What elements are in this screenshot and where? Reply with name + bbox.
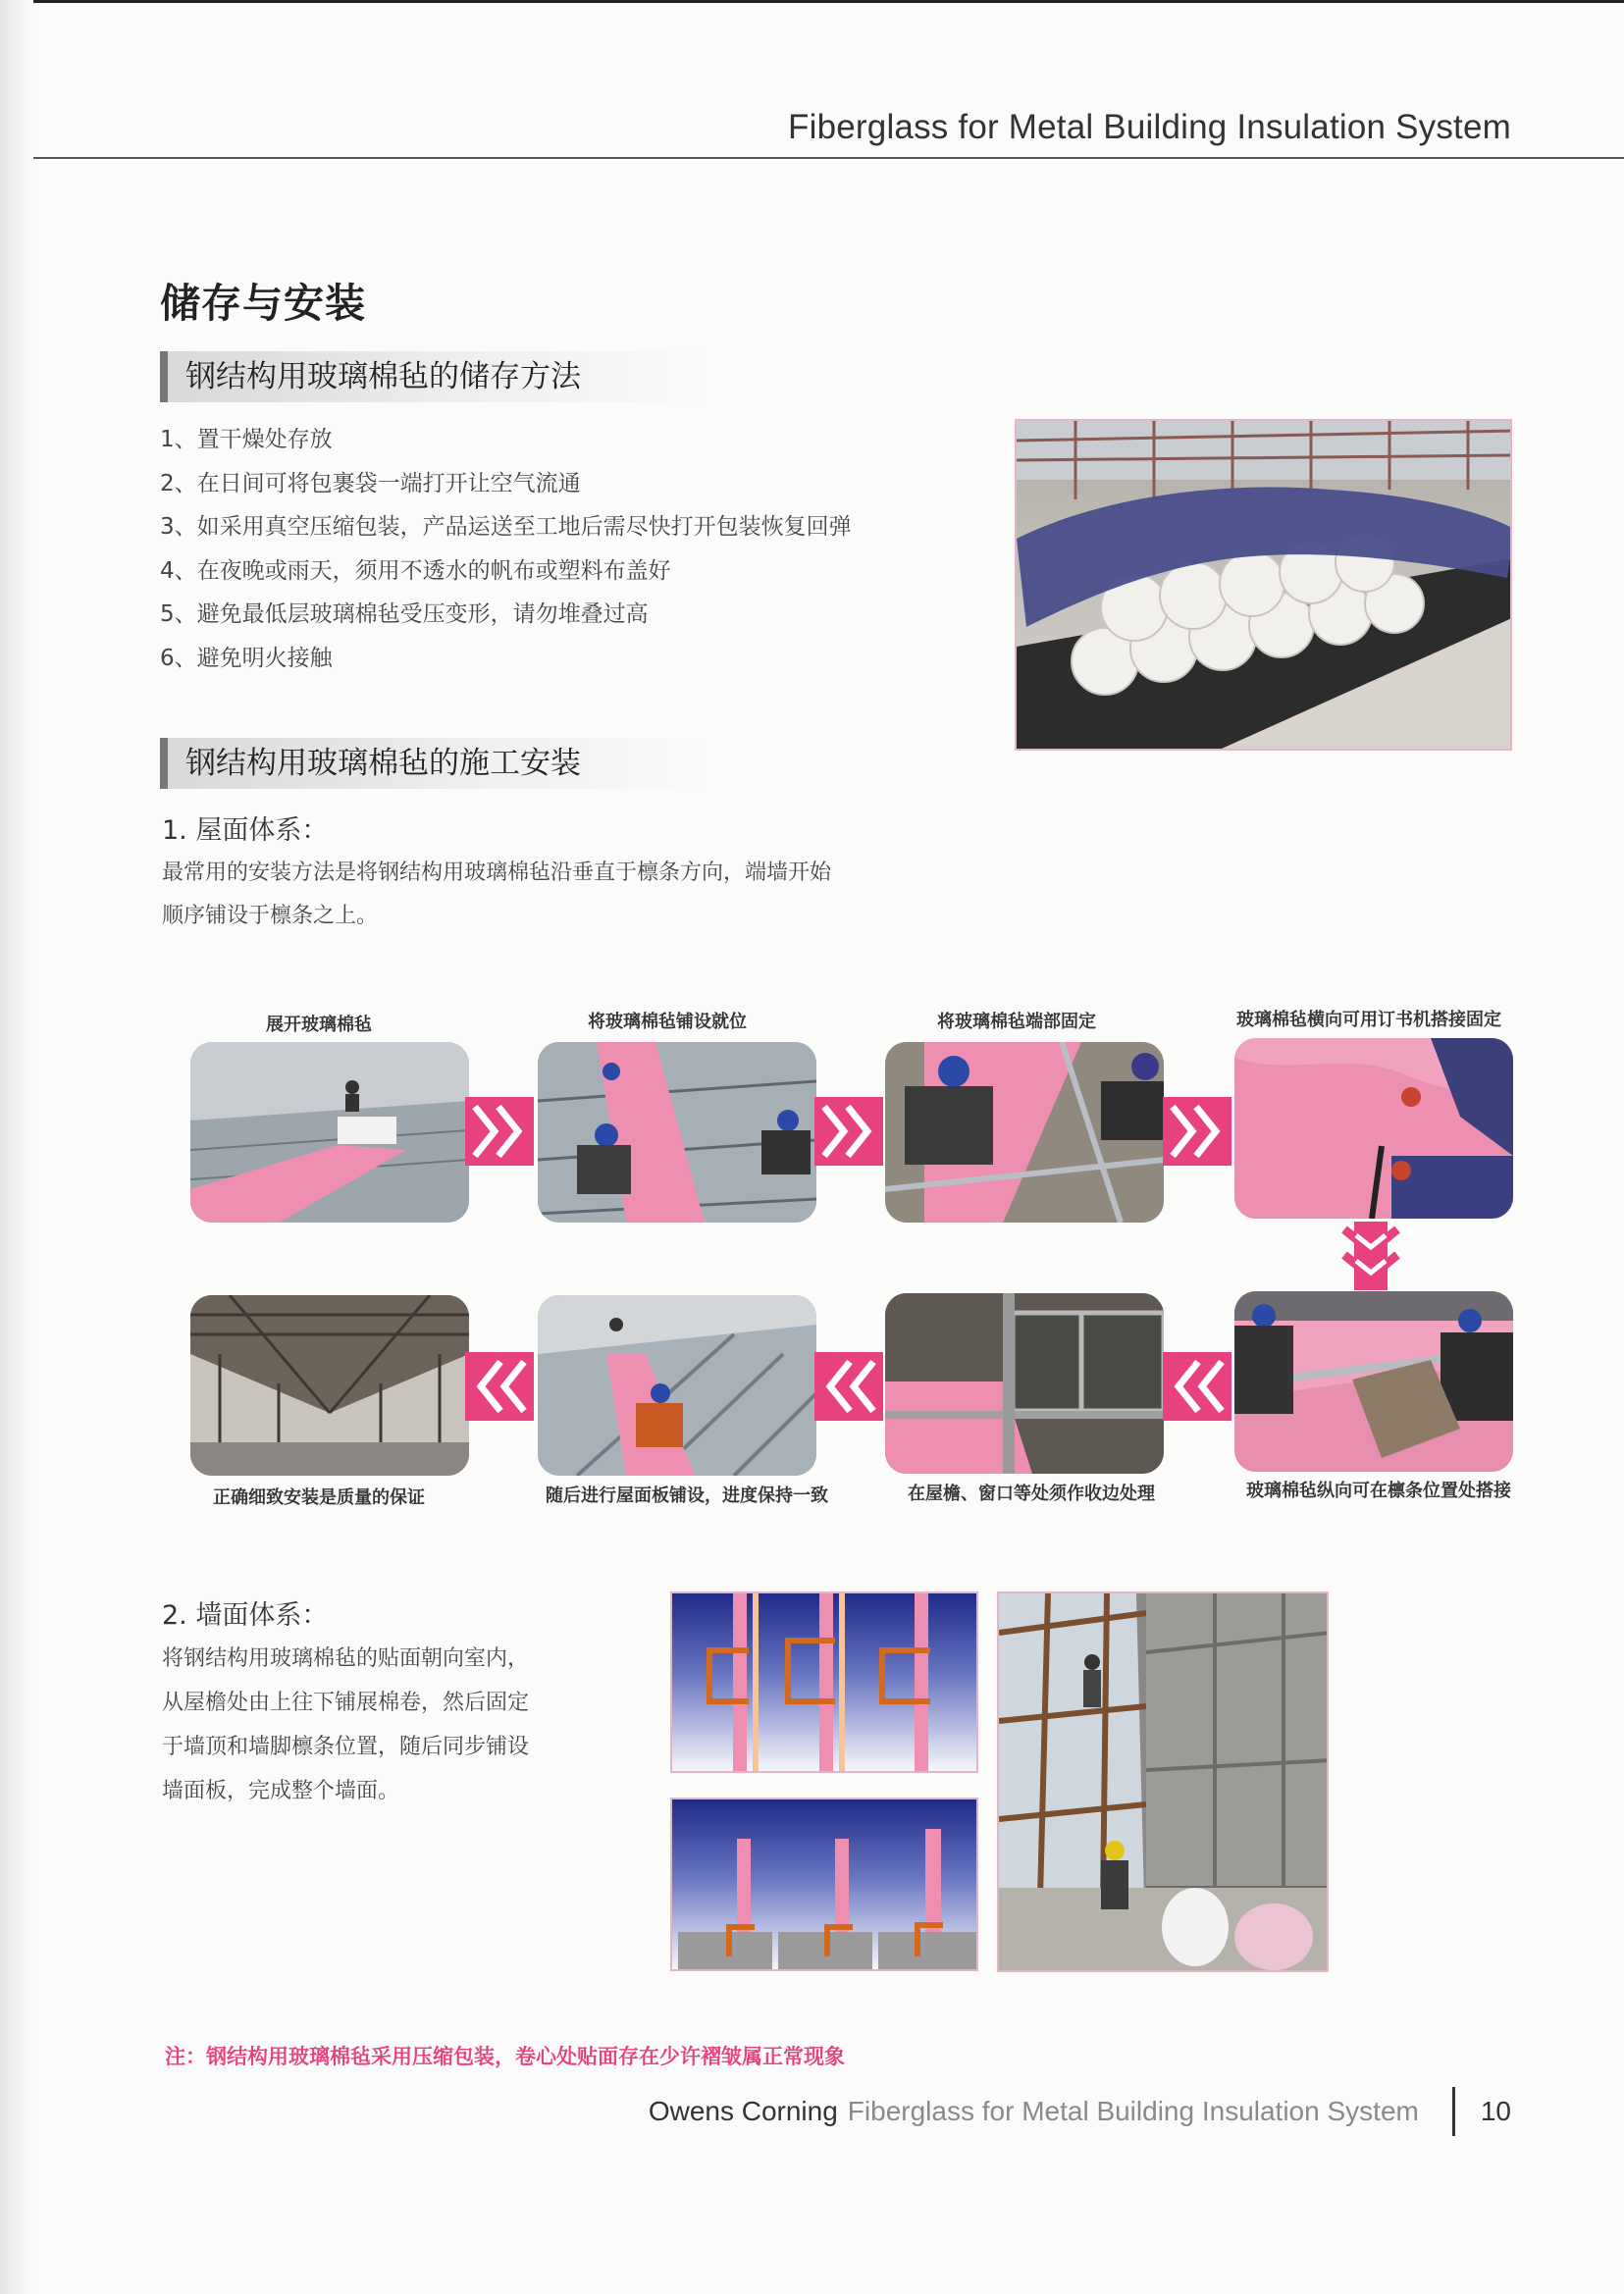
step-label: 将玻璃棉毡铺设就位	[588, 1012, 747, 1032]
footer-subtitle: Fiberglass for Metal Building Insulation System	[847, 2096, 1419, 2126]
step-label: 玻璃棉毡横向可用订书机搭接固定	[1236, 1010, 1501, 1030]
wall-desc-line: 于墙顶和墙脚檩条位置，随后同步铺设	[162, 1735, 530, 1759]
header-title: Fiberglass for Metal Building Insulation System	[788, 108, 1511, 146]
step-label: 随后进行屋面板铺设，进度保持一致	[546, 1486, 828, 1506]
step-photo	[1234, 1038, 1513, 1219]
wall-diagram-top	[670, 1591, 978, 1773]
top-rule	[33, 0, 1624, 3]
wall-system-title: 2. 墙面体系：	[162, 1600, 329, 1631]
storage-item: 1、置干燥处存放	[160, 427, 333, 452]
header-rule	[33, 157, 1624, 159]
wall-desc-line: 将钢结构用玻璃棉毡的贴面朝向室内，	[162, 1646, 530, 1671]
step-photo	[538, 1295, 816, 1476]
page-footer	[649, 2090, 1511, 2133]
page-edge-shadow	[0, 0, 33, 2294]
chevron-right-icon	[465, 1097, 534, 1166]
storage-item: 6、避免明火接触	[160, 645, 333, 671]
chevron-right-icon	[814, 1097, 883, 1166]
chevron-left-icon	[1163, 1352, 1231, 1421]
roof-system-description: 最常用的安装方法是将钢结构用玻璃棉毡沿垂直于檩条方向，端墙开始顺序铺设于檩条之上。	[162, 860, 832, 928]
storage-list	[160, 418, 852, 680]
footer-brand: Owens Corning	[648, 2096, 838, 2126]
footnote: 注：钢结构用玻璃棉毡采用压缩包装，卷心处贴面存在少许褶皱属正常现象	[165, 2045, 845, 2068]
storage-photo	[1015, 419, 1512, 751]
section-title: 储存与安装	[160, 280, 366, 327]
wall-system-description	[162, 1637, 594, 1813]
page-number: 10	[1480, 2096, 1511, 2126]
storage-heading: 钢结构用玻璃棉毡的储存方法	[160, 351, 709, 402]
storage-item: 3、如采用真空压缩包装，产品运送至工地后需尽快打开包装恢复回弹	[160, 514, 852, 540]
storage-item: 4、在夜晚或雨天，须用不透水的帆布或塑料布盖好	[160, 557, 671, 584]
wall-desc-line: 从屋檐处由上往下铺展棉卷，然后固定	[162, 1691, 530, 1715]
step-photo	[190, 1042, 469, 1223]
installation-heading: 钢结构用玻璃棉毡的施工安装	[160, 738, 709, 789]
storage-item: 2、在日间可将包裹袋一端打开让空气流通	[160, 470, 581, 496]
step-label: 正确细致安装是质量的保证	[213, 1487, 425, 1508]
wall-desc-line: 墙面板，完成整个墙面。	[162, 1779, 400, 1803]
step-photo	[885, 1293, 1164, 1474]
storage-item: 5、避免最低层玻璃棉毡受压变形，请勿堆叠过高	[160, 601, 649, 627]
step-label: 在屋檐、窗口等处须作收边处理	[908, 1484, 1155, 1504]
step-photo	[190, 1295, 469, 1476]
roof-system-title: 1. 屋面体系：	[162, 815, 329, 846]
chevron-right-icon	[1163, 1097, 1231, 1166]
step-label: 玻璃棉毡纵向可在檩条位置处搭接	[1246, 1481, 1511, 1501]
step-label: 将玻璃棉毡端部固定	[937, 1012, 1096, 1032]
chevron-down-icon	[1340, 1222, 1401, 1290]
chevron-left-icon	[814, 1352, 883, 1421]
step-photo	[538, 1042, 816, 1223]
footer-divider	[1452, 2087, 1455, 2136]
wall-diagram-bottom	[670, 1798, 978, 1971]
step-label: 展开玻璃棉毡	[266, 1015, 372, 1035]
step-photo	[885, 1042, 1164, 1223]
wall-install-photo	[997, 1591, 1329, 1972]
chevron-left-icon	[465, 1352, 534, 1421]
step-photo	[1234, 1291, 1513, 1472]
